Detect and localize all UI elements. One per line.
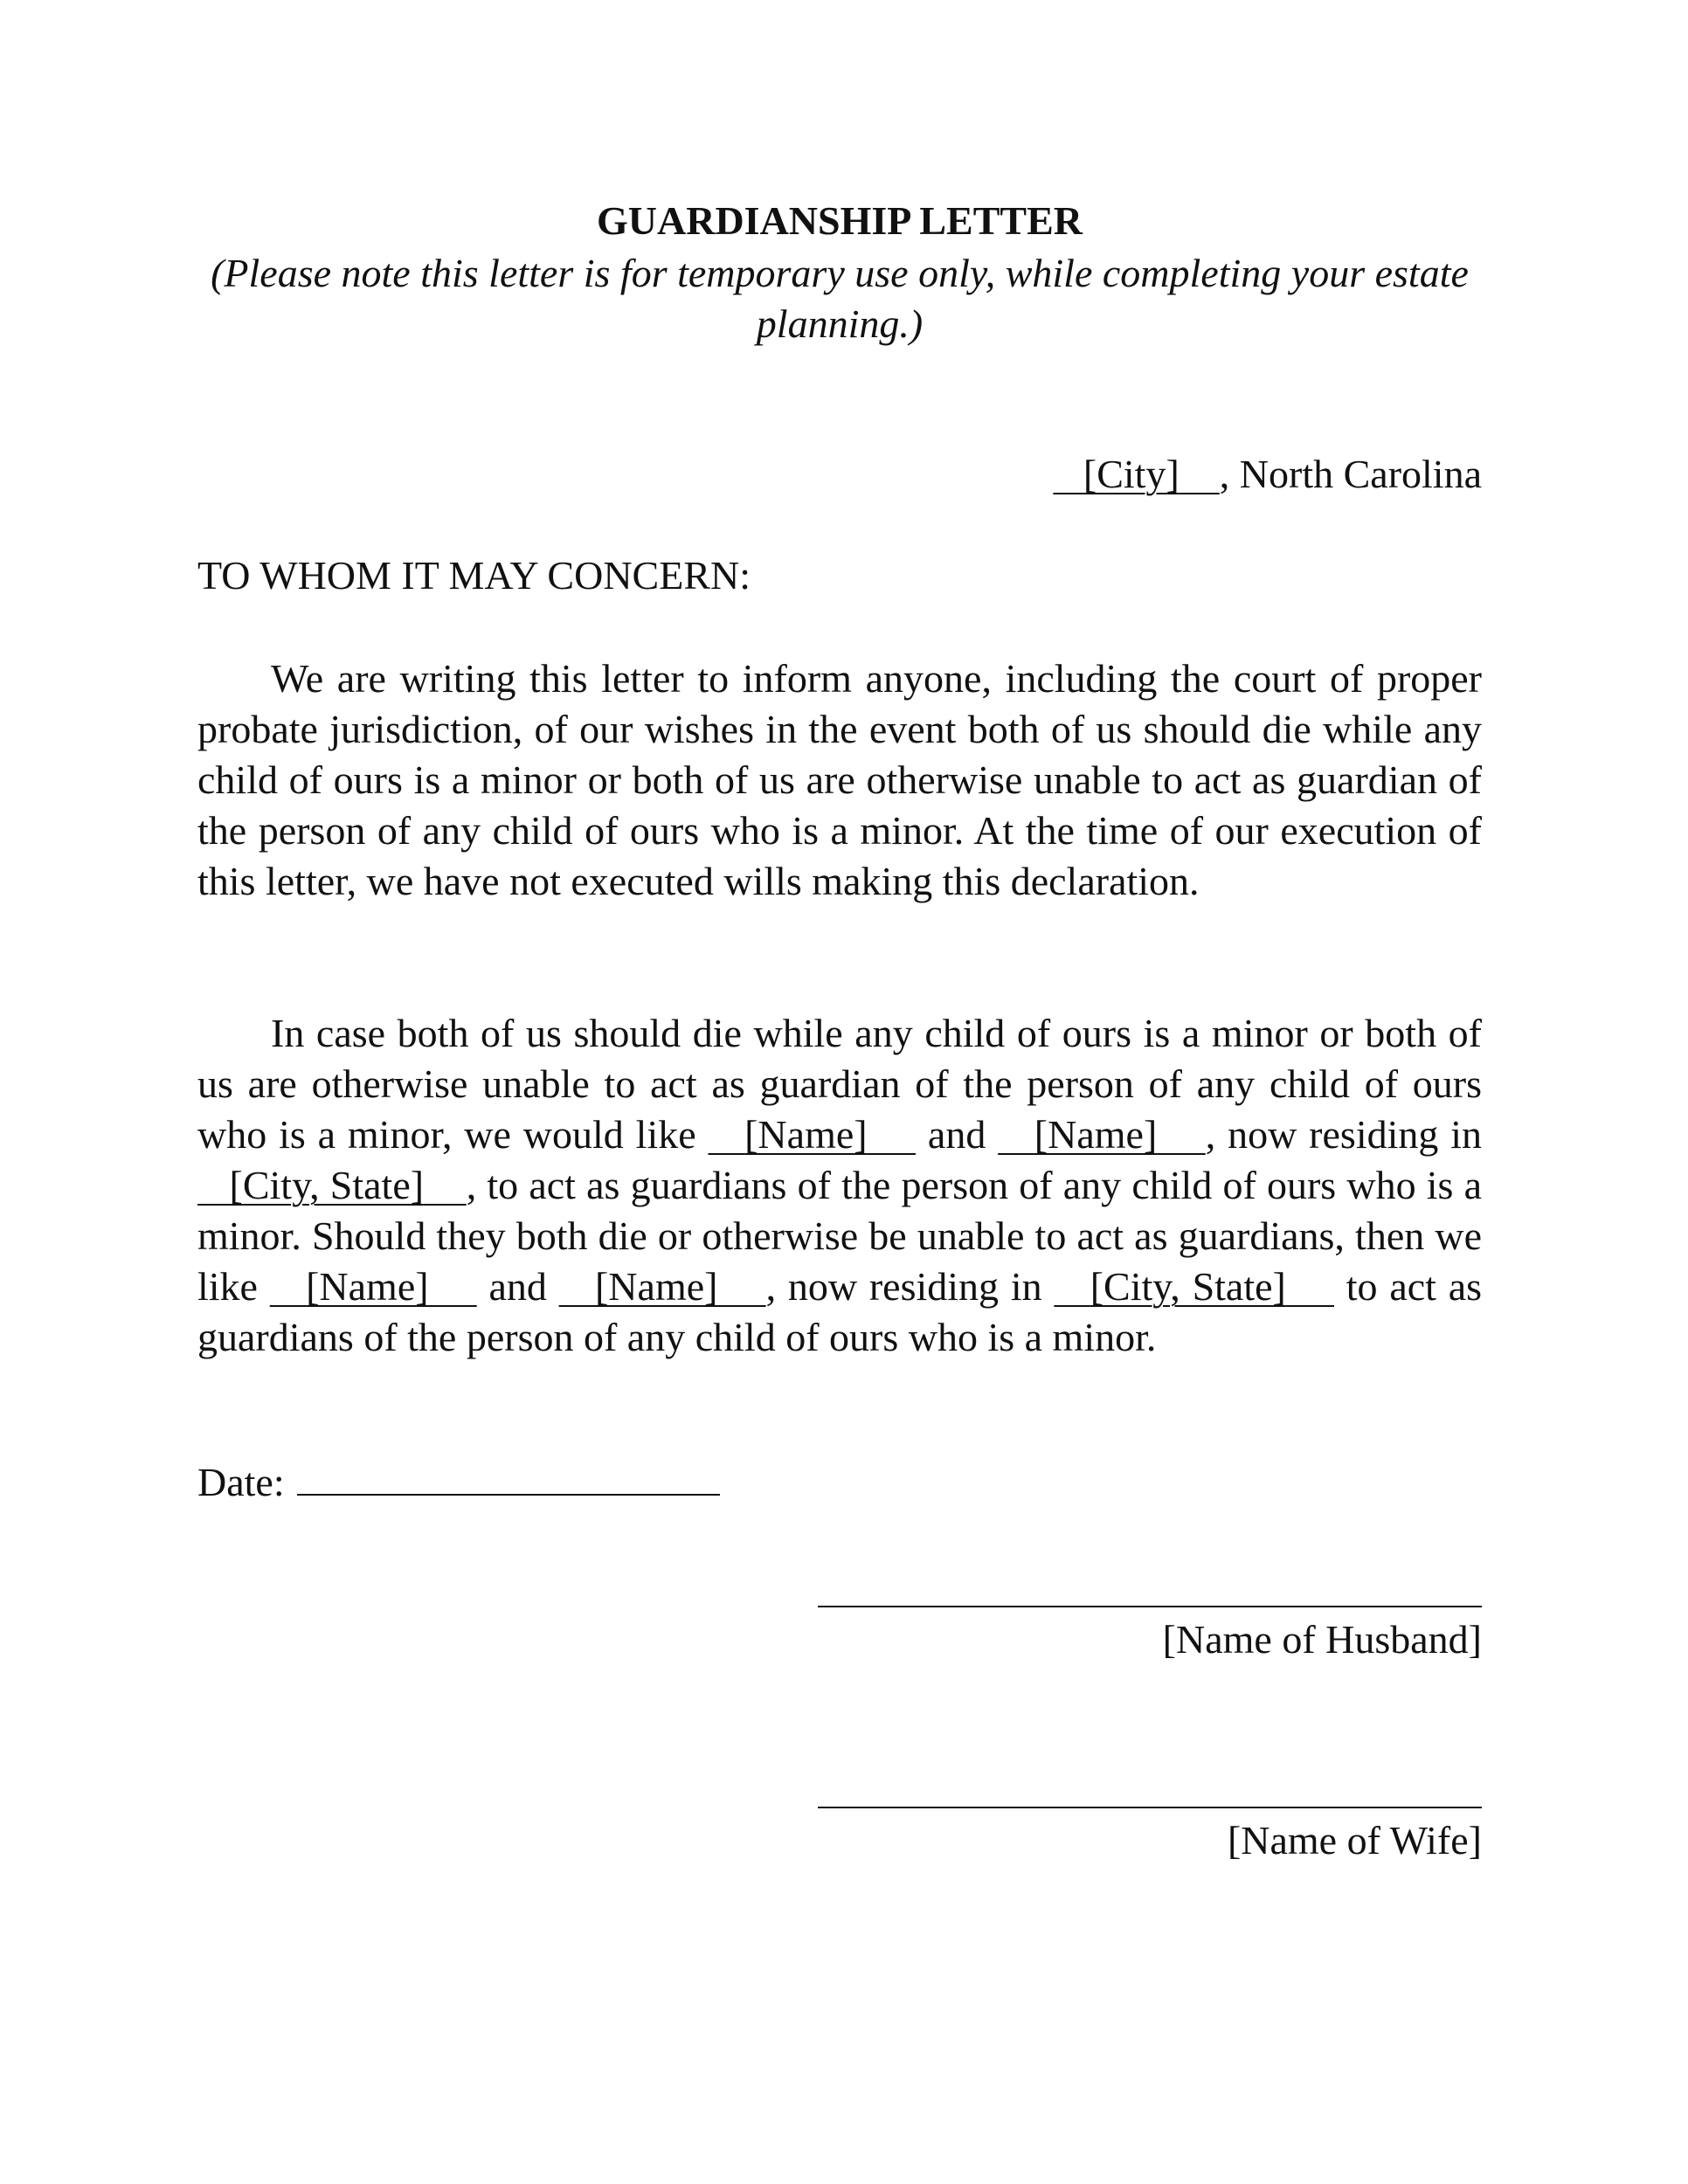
- signature-line-wife[interactable]: [818, 1807, 1482, 1808]
- paragraph-text: , now residing in: [1205, 1112, 1483, 1157]
- city-field-lead: [1053, 452, 1083, 496]
- guardian-city-field-1[interactable]: [197, 1163, 467, 1207]
- date-line: [197, 1455, 720, 1510]
- state-text: , North Carolina: [1219, 452, 1482, 496]
- document-title: GUARDIANSHIP LETTER: [597, 198, 1083, 243]
- paragraph-text: In case both of us should die while any child of ours is a minor or both of us are otherwise unable to act as guardian of the person of any child of ours who is a minor, we would like: [197, 1011, 1482, 1157]
- paragraph-guardians: [197, 1008, 1482, 1363]
- guardian-name-3: [Name]: [306, 1264, 429, 1309]
- paragraph-text: , now residing in: [765, 1264, 1055, 1309]
- header: [197, 194, 1482, 349]
- city-field[interactable]: [City]: [1083, 452, 1180, 496]
- guardian-city-1: [City, State]: [229, 1163, 425, 1207]
- paragraph-text: , to act as guardians of the person of any child of ours who is a minor. Should they both die or otherwise be unable to act as guardians, then we like: [197, 1163, 1483, 1309]
- paragraph-text: to act as guardians of the person of any child of ours who is a minor.: [197, 1264, 1483, 1359]
- location-line: [1053, 447, 1482, 501]
- guardian-name-2: [Name]: [1034, 1112, 1158, 1157]
- date-label: Date:: [197, 1460, 285, 1504]
- city-field-trail: [1180, 452, 1220, 496]
- wife-name: [Name of Wife]: [1227, 1818, 1482, 1863]
- guardian-name-field-4[interactable]: [559, 1264, 766, 1309]
- paragraph-text: and: [476, 1264, 559, 1309]
- salutation: TO WHOM IT MAY CONCERN:: [197, 553, 751, 598]
- paragraph-intent: We are writing this letter to inform anyone, including the court of proper probate jurisdiction, of our wishes in the event both of us should die while any child of ours is a minor or both of us are otherwise unable to act as guardian of the person of any child of ours who is a minor. At the time of our execution of this letter, we have not executed wills making this declaration.: [197, 656, 1482, 903]
- guardian-name-field-1[interactable]: [709, 1112, 917, 1157]
- husband-name: [Name of Husband]: [1162, 1617, 1482, 1662]
- paragraph-text: and: [916, 1112, 999, 1157]
- signature-line-husband[interactable]: [818, 1606, 1482, 1607]
- guardian-city-2: [City, State]: [1090, 1264, 1286, 1309]
- guardian-city-field-2[interactable]: [1054, 1264, 1334, 1309]
- document-subtitle: (Please note this letter is for temporary use only, while completing your estate planning.): [211, 251, 1469, 346]
- guardian-name-4: [Name]: [594, 1264, 718, 1309]
- date-field[interactable]: [297, 1459, 720, 1496]
- guardian-name-field-2[interactable]: [998, 1112, 1206, 1157]
- signature-husband: [818, 1606, 1482, 1667]
- signature-wife: [818, 1807, 1482, 1868]
- guardian-name-1: [Name]: [744, 1112, 868, 1157]
- guardian-name-field-3[interactable]: [270, 1264, 477, 1309]
